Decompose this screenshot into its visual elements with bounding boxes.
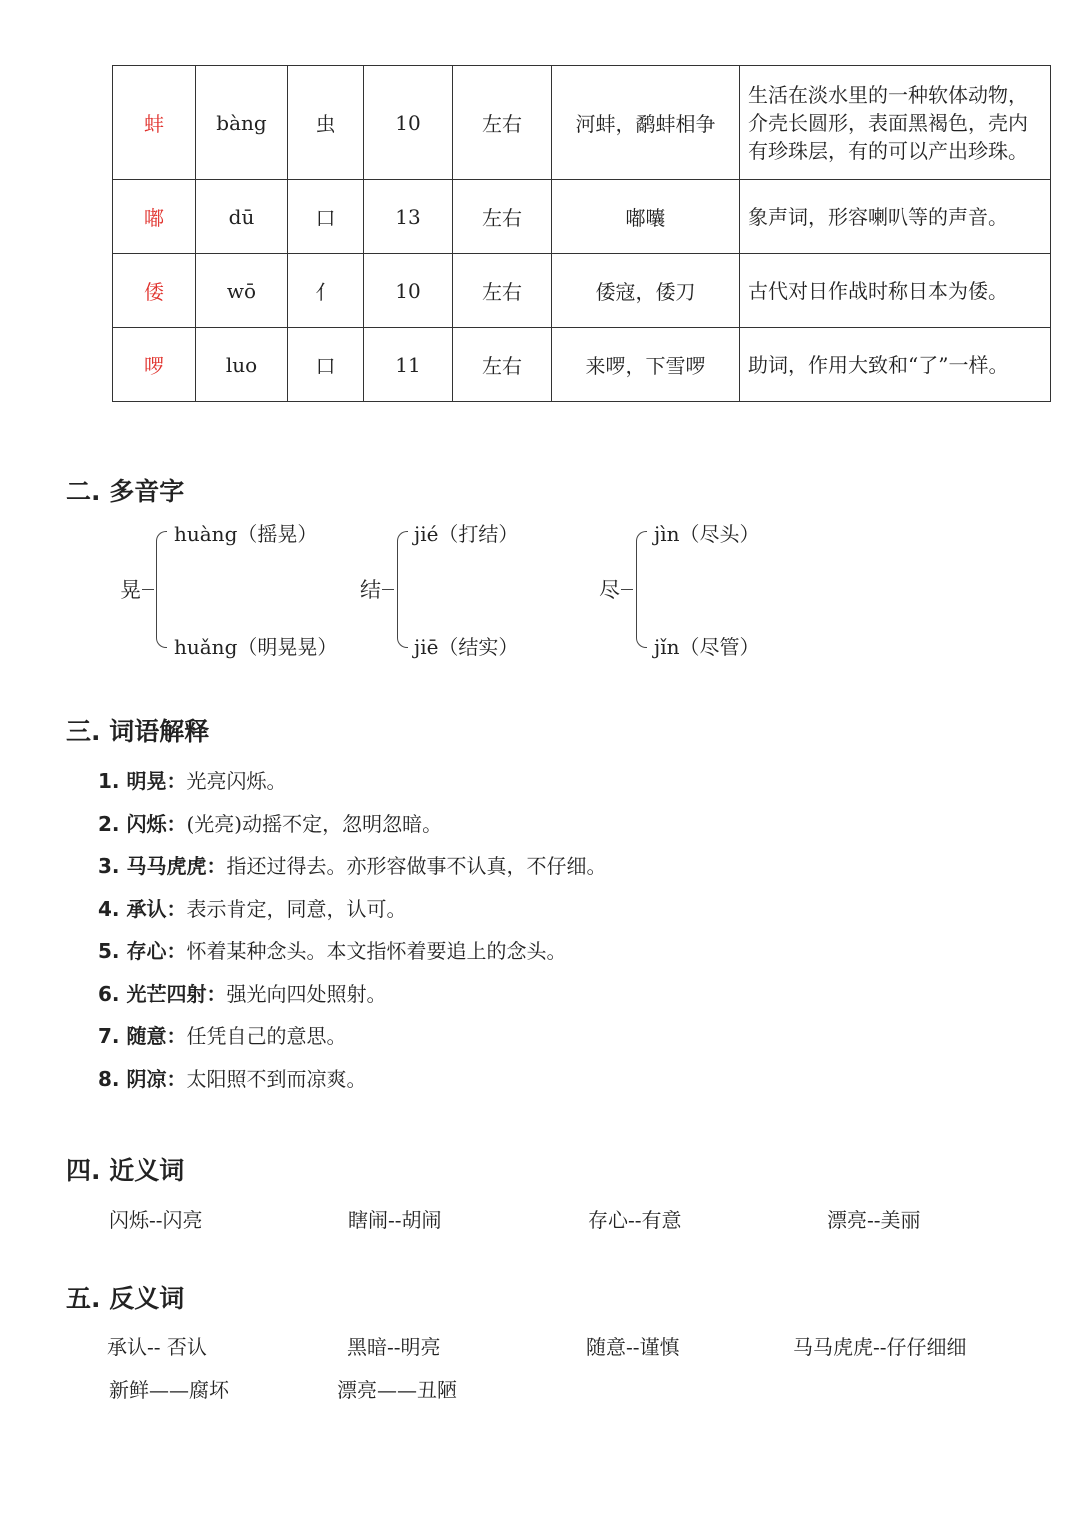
term-label: 1. 明晃：: [98, 769, 187, 793]
table-row: [113, 66, 1051, 180]
pinyin-cell: luo: [196, 328, 288, 402]
explanation-item: [98, 978, 386, 1007]
bracket: [156, 531, 167, 648]
words-cell: 倭寇，倭刀: [552, 254, 740, 328]
term-definition: (光亮)动摇不定，忽明忽暗。: [186, 812, 443, 836]
pinyin-bottom: jǐn（尽管）: [654, 635, 760, 659]
synonym-pair: 闪烁--闪亮: [109, 1208, 203, 1232]
bracket-stub: [142, 589, 154, 590]
bracket-stub: [621, 589, 633, 590]
explanation-item: [98, 765, 286, 794]
explanation-item: [98, 808, 442, 837]
pinyin-cell: wō: [196, 254, 288, 328]
strokes-cell: 10: [364, 254, 453, 328]
section-title-explanations: 三. 词语解释: [66, 717, 210, 746]
meaning-cell: 象声词，形容喇叭等的声音。: [740, 180, 1051, 254]
term-definition: 指还过得去。亦形容做事不认真，不仔细。: [226, 854, 607, 878]
pinyin-top: huàng（摇晃）: [174, 522, 318, 546]
pinyin-bottom: huǎng（明晃晃）: [174, 635, 338, 659]
synonym-pair: 存心--有意: [588, 1208, 682, 1232]
bracket-stub: [382, 589, 394, 590]
term-label: 3. 马马虎虎：: [98, 854, 227, 878]
antonym-pair: 马马虎虎--仔仔细细: [793, 1335, 967, 1359]
term-definition: 太阳照不到而凉爽。: [186, 1067, 367, 1091]
radical-cell: 口: [288, 180, 364, 254]
polyphonic-char: 尽: [599, 578, 620, 602]
term-definition: 光亮闪烁。: [186, 769, 287, 793]
char-cell: 倭: [113, 254, 196, 328]
antonym-pair: 漂亮——丑陋: [337, 1378, 457, 1402]
explanation-item: [98, 893, 406, 922]
term-label: 7. 随意：: [98, 1024, 187, 1048]
synonym-pair: 漂亮--美丽: [827, 1208, 921, 1232]
char-cell: 蚌: [113, 66, 196, 180]
term-label: 8. 阴凉：: [98, 1067, 187, 1091]
strokes-cell: 11: [364, 328, 453, 402]
section-title-antonyms: 五. 反义词: [66, 1284, 185, 1313]
structure-cell: 左右: [453, 254, 552, 328]
pinyin-top: jié（打结）: [414, 522, 519, 546]
pinyin-top: jìn（尽头）: [654, 522, 760, 546]
radical-cell: 亻: [288, 254, 364, 328]
section-title-synonyms: 四. 近义词: [66, 1156, 185, 1185]
antonym-pair: 黑暗--明亮: [347, 1335, 441, 1359]
section-title-polyphonic: 二. 多音字: [66, 477, 185, 506]
pinyin-cell: bàng: [196, 66, 288, 180]
structure-cell: 左右: [453, 180, 552, 254]
words-cell: 河蚌，鹬蚌相争: [552, 66, 740, 180]
polyphonic-char: 结: [360, 578, 381, 602]
antonym-pair: 承认-- 否认: [107, 1335, 207, 1359]
meaning-cell: 助词，作用大致和“了”一样。: [740, 328, 1051, 402]
radical-cell: 虫: [288, 66, 364, 180]
pinyin-cell: dū: [196, 180, 288, 254]
bracket: [636, 531, 647, 648]
pinyin-bottom: jiē（结实）: [414, 635, 519, 659]
char-cell: 嘟: [113, 180, 196, 254]
radical-cell: 口: [288, 328, 364, 402]
words-cell: 嘟囔: [552, 180, 740, 254]
term-definition: 任凭自己的意思。: [186, 1024, 347, 1048]
char-cell: 啰: [113, 328, 196, 402]
table-row: [113, 254, 1051, 328]
explanation-item: [98, 1020, 346, 1049]
term-label: 2. 闪烁：: [98, 812, 187, 836]
strokes-cell: 10: [364, 66, 453, 180]
antonym-pair: 新鲜——腐坏: [109, 1378, 229, 1402]
structure-cell: 左右: [453, 66, 552, 180]
explanation-item: [98, 935, 566, 964]
term-definition: 怀着某种念头。本文指怀着要追上的念头。: [186, 939, 567, 963]
explanation-item: [98, 850, 606, 879]
table-row: [113, 180, 1051, 254]
meaning-cell: 古代对日作战时称日本为倭。: [740, 254, 1051, 328]
term-definition: 强光向四处照射。: [226, 982, 387, 1006]
term-label: 5. 存心：: [98, 939, 187, 963]
antonym-pair: 随意--谨慎: [586, 1335, 680, 1359]
character-table: [112, 65, 1051, 402]
synonym-pair: 瞎闹--胡闹: [348, 1208, 442, 1232]
term-label: 4. 承认：: [98, 897, 187, 921]
meaning-cell: 生活在淡水里的一种软体动物，介壳长圆形，表面黑褐色，壳内有珍珠层，有的可以产出珍珠。: [740, 66, 1051, 180]
polyphonic-char: 晃: [120, 578, 141, 602]
bracket: [397, 531, 408, 648]
term-label: 6. 光芒四射：: [98, 982, 227, 1006]
table-row: [113, 328, 1051, 402]
strokes-cell: 13: [364, 180, 453, 254]
structure-cell: 左右: [453, 328, 552, 402]
term-definition: 表示肯定，同意，认可。: [186, 897, 407, 921]
words-cell: 来啰，下雪啰: [552, 328, 740, 402]
explanation-item: [98, 1063, 366, 1092]
